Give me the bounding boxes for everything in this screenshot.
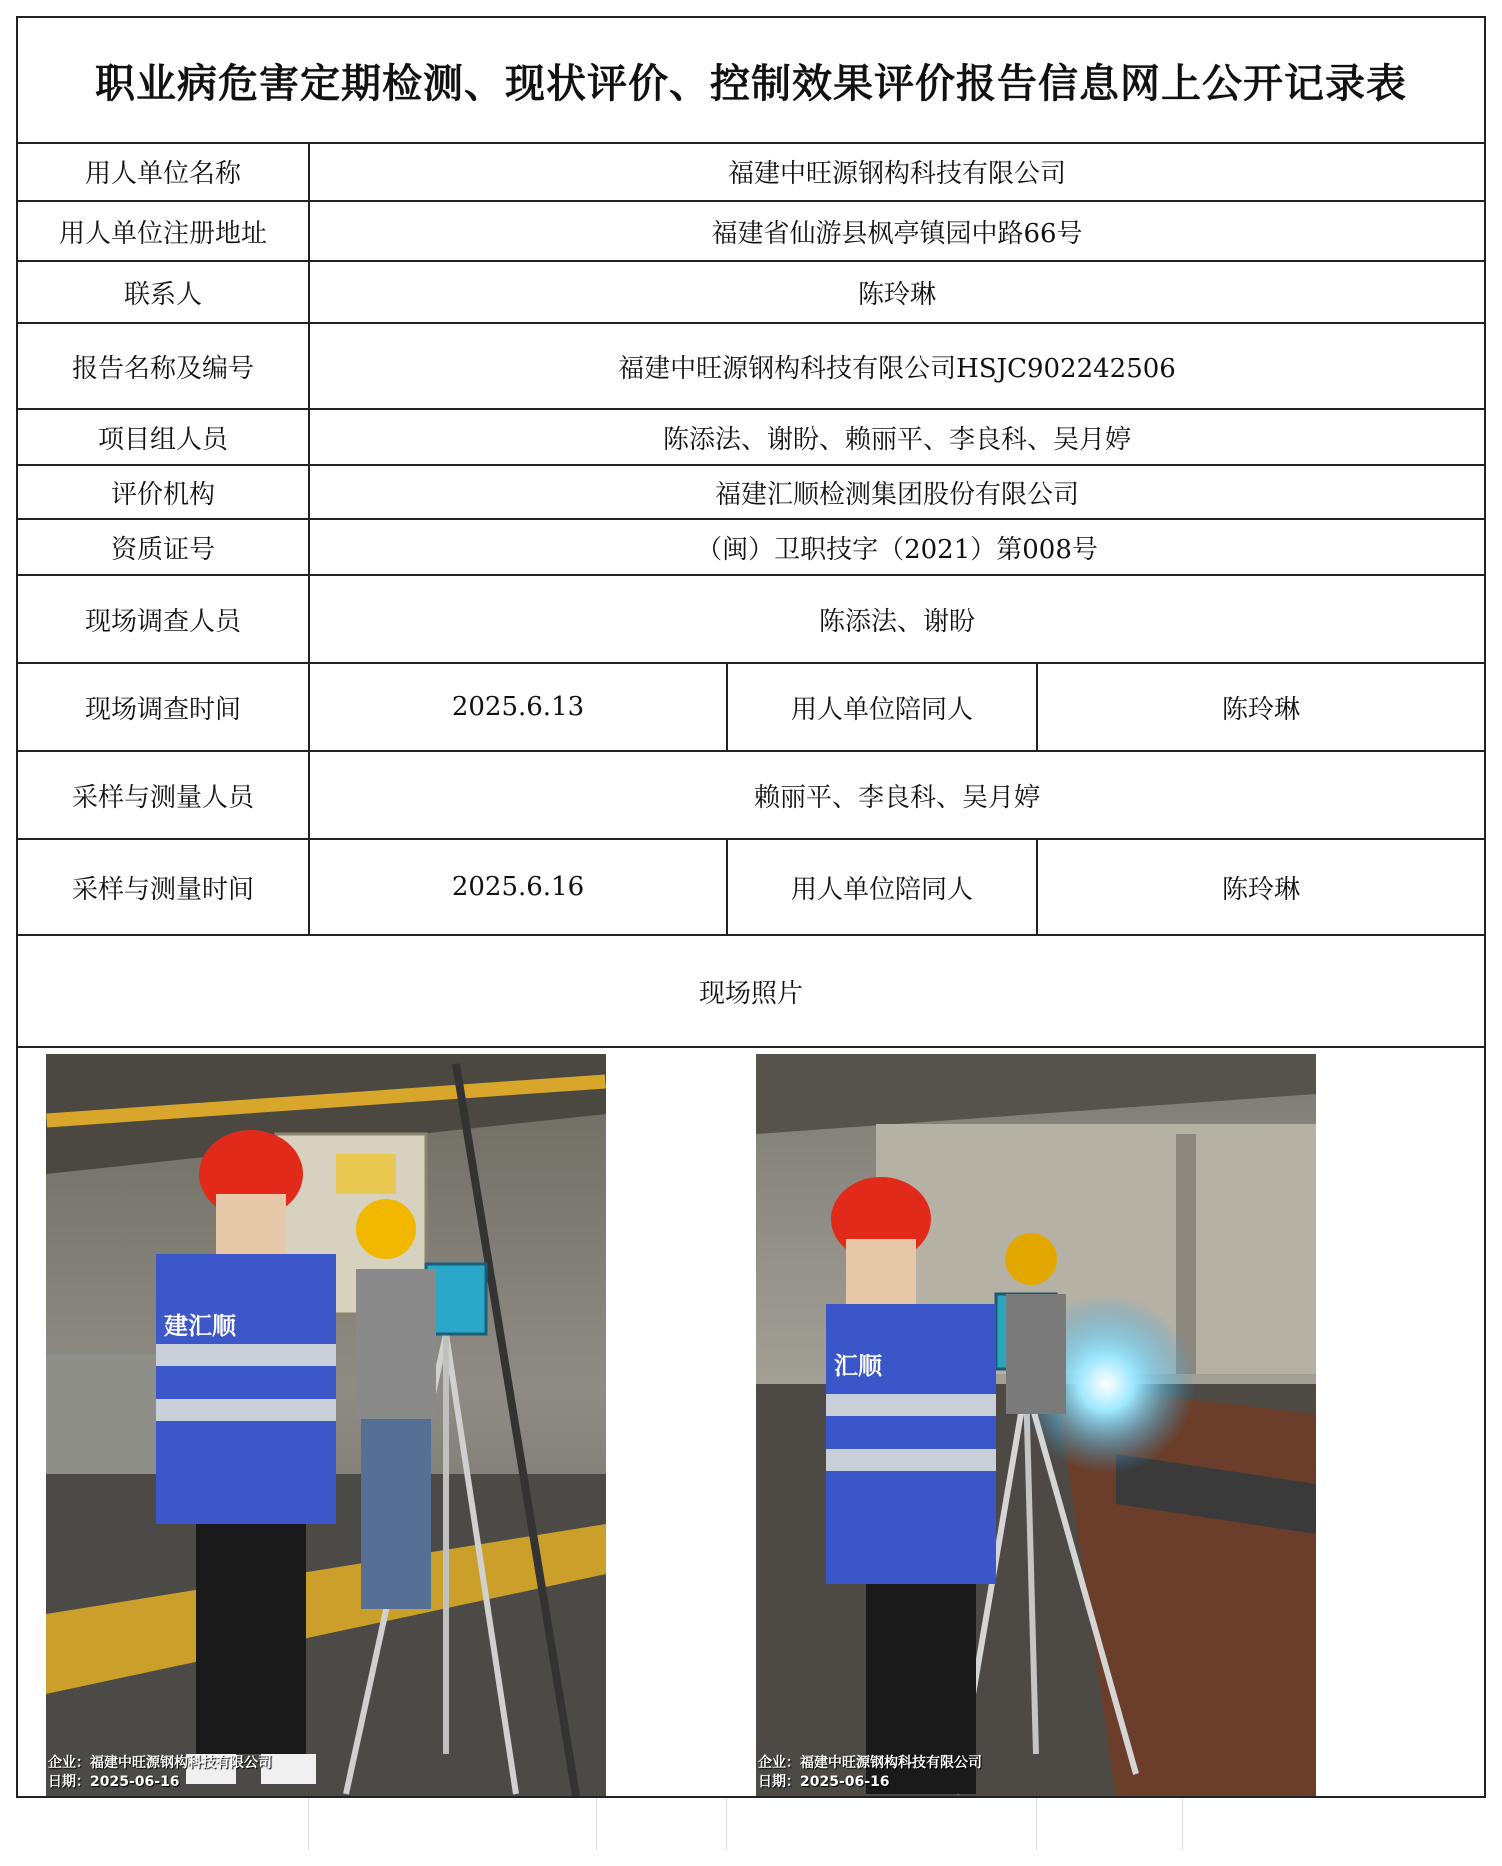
- label-address: 用人单位注册地址: [18, 202, 310, 260]
- label-sampling-staff: 采样与测量人员: [18, 752, 310, 838]
- label-sampling-companion: 用人单位陪同人: [728, 840, 1038, 934]
- row-sampling-staff: [18, 752, 1484, 840]
- value-survey-staff: 陈添法、谢盼: [818, 606, 975, 637]
- value-contact: 陈玲琳: [857, 279, 936, 310]
- row-agency: [18, 466, 1484, 520]
- site-photo-1: [46, 1054, 606, 1796]
- value-sampling-time: 2025.6.16: [310, 840, 728, 934]
- empty-grid-cell: [308, 1798, 309, 1850]
- photo-1-company: 企业：福建中旺源钢构科技有限公司: [48, 1755, 272, 1771]
- empty-grid-cell: [1182, 1798, 1183, 1850]
- label-contact: 联系人: [18, 262, 310, 322]
- label-unit-name: 用人单位名称: [18, 142, 310, 200]
- value-survey-time: 2025.6.13: [310, 664, 728, 750]
- empty-grid-cell: [596, 1798, 597, 1850]
- empty-grid-row: [16, 1798, 1486, 1850]
- site-photo-2-image: [756, 1054, 1316, 1796]
- photo-2-date: 日期：2025-06-16: [758, 1774, 890, 1790]
- label-team: 项目组人员: [18, 410, 310, 464]
- label-report: 报告名称及编号: [18, 324, 310, 408]
- photos-header: 现场照片: [698, 978, 803, 1009]
- empty-grid-cell: [1036, 1798, 1037, 1850]
- photo-2-company: 企业：福建中旺源钢构科技有限公司: [758, 1755, 982, 1771]
- row-survey-staff: [18, 576, 1484, 664]
- label-sampling-time: 采样与测量时间: [18, 840, 310, 934]
- label-agency: 评价机构: [18, 466, 310, 518]
- vest-text-1: 建汇顺: [164, 1312, 236, 1340]
- value-address: 福建省仙游县枫亭镇园中路66号: [711, 218, 1083, 249]
- value-report: 福建中旺源钢构科技有限公司HSJC902242506: [618, 353, 1176, 384]
- label-survey-staff: 现场调查人员: [18, 576, 310, 662]
- photo-1-watermark: [48, 1754, 272, 1792]
- label-survey-companion: 用人单位陪同人: [728, 664, 1038, 750]
- site-photo-2: [756, 1054, 1316, 1796]
- value-team: 陈添法、谢盼、赖丽平、李良科、吴月婷: [662, 424, 1131, 455]
- row-contact: [18, 262, 1484, 324]
- row-survey-time: [18, 664, 1484, 752]
- value-unit-name: 福建中旺源钢构科技有限公司: [727, 158, 1066, 189]
- photo-1-date: 日期：2025-06-16: [48, 1774, 180, 1790]
- row-photos-header: [18, 936, 1484, 1048]
- label-cert: 资质证号: [18, 520, 310, 574]
- site-photo-1-image: [46, 1054, 606, 1796]
- photos-area: [18, 1048, 1484, 1796]
- row-unit-name: [18, 142, 1484, 202]
- value-sampling-companion: 陈玲琳: [1221, 874, 1300, 905]
- empty-grid-cell: [726, 1798, 727, 1850]
- value-survey-companion: 陈玲琳: [1221, 694, 1300, 725]
- row-team: [18, 410, 1484, 466]
- record-table: [16, 16, 1486, 1798]
- row-report: [18, 324, 1484, 410]
- row-address: [18, 202, 1484, 262]
- photo-2-watermark: [758, 1754, 982, 1792]
- value-sampling-staff: 赖丽平、李良科、吴月婷: [753, 782, 1040, 813]
- value-cert: （闽）卫职技字（2021）第008号: [696, 534, 1098, 565]
- page-title: 职业病危害定期检测、现状评价、控制效果评价报告信息网上公开记录表: [18, 18, 1484, 144]
- row-cert: [18, 520, 1484, 576]
- value-agency: 福建汇顺检测集团股份有限公司: [714, 479, 1079, 510]
- label-survey-time: 现场调查时间: [18, 664, 310, 750]
- vest-text-2: 汇顺: [834, 1352, 882, 1380]
- row-sampling-time: [18, 840, 1484, 936]
